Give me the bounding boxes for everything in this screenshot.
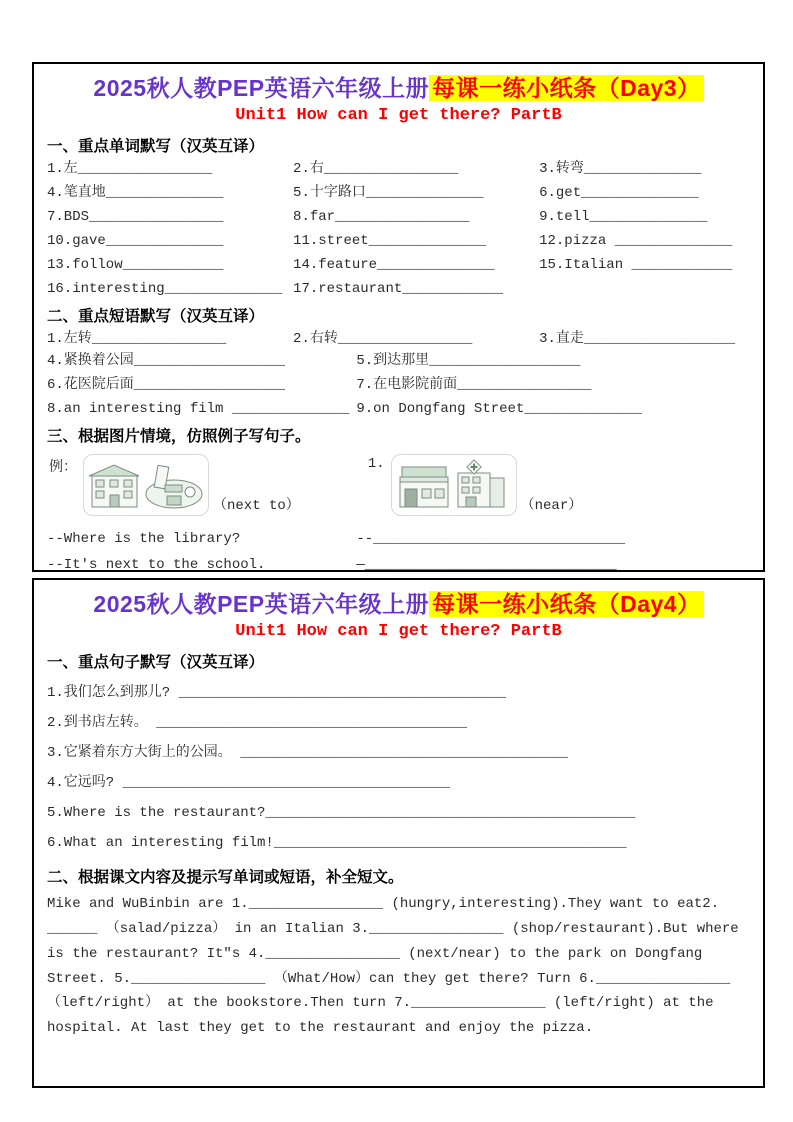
word-blank-item: 7.BDS________________ — [47, 208, 224, 225]
qa-example-line: --It's next to the school. — [47, 556, 266, 573]
day4-sentence-list — [47, 685, 750, 852]
word-blank-item: 14.feature______________ — [293, 256, 495, 273]
qa-left-column — [47, 526, 356, 578]
item1-caption: （near） — [520, 497, 583, 514]
sentence-blank-item: 6.What an interesting film!__________________________________________ — [47, 834, 627, 851]
day3-phrase-list-row1 — [47, 331, 750, 347]
sentence-blank-item: 2.到书店左转。 _____________________________________ — [47, 714, 468, 731]
word-blank-item: 13.follow____________ — [47, 256, 224, 273]
phrase-blank-item: 5.到达那里__________________ — [356, 352, 581, 369]
qa-answer-blank: —______________________________ — [356, 556, 617, 573]
library-school-drawing — [88, 459, 204, 511]
word-blank-item: 1.左________________ — [47, 160, 213, 177]
day3-section1-heading: 一、重点单词默写（汉英互译） — [47, 137, 265, 155]
day3-section3-heading: 三、根据图片情境，仿照例子写句子。 — [47, 427, 311, 445]
word-blank-item: 2.右________________ — [293, 160, 459, 177]
item1-label: 1. — [367, 455, 385, 472]
day3-sheet — [32, 62, 765, 572]
library-school-illustration — [83, 454, 209, 516]
example-qa-block — [47, 526, 750, 578]
example-caption: （next to） — [213, 497, 300, 514]
bookstore-hospital-drawing — [396, 459, 512, 511]
word-blank-item: 8.far________________ — [293, 208, 470, 225]
day3-title-prefix: 2025秋人教PEP英语六年级上册 — [93, 75, 430, 101]
sentence-blank-item: 1.我们怎么到那儿? _______________________________________ — [47, 684, 507, 701]
qa-answer-blank: --______________________________ — [356, 530, 626, 547]
day3-subtitle: Unit1 How can I get there? PartB — [235, 105, 562, 125]
sentence-blank-item: 3.它紧着东方大街上的公园。 _______________________________________ — [47, 744, 568, 761]
word-blank-item: 17.restaurant____________ — [293, 280, 504, 297]
phrase-blank-item: 2.右转________________ — [293, 330, 473, 347]
word-blank-item: 16.interesting______________ — [47, 280, 283, 297]
bookstore-hospital-illustration — [391, 454, 517, 516]
day3-phrase-list-rest — [47, 353, 750, 417]
day4-subtitle: Unit1 How can I get there? PartB — [235, 621, 562, 641]
word-blank-item: 15.Italian ____________ — [539, 256, 733, 273]
day4-section1-heading: 一、重点句子默写（汉英互译） — [47, 653, 265, 671]
day3-title — [47, 74, 750, 103]
word-blank-item: 6.get______________ — [539, 184, 699, 201]
word-blank-item: 5.十字路口______________ — [293, 184, 484, 201]
phrase-blank-item: 3.直走__________________ — [539, 330, 736, 347]
sentence-blank-item: 5.Where is the restaurant?____________________________________________ — [47, 804, 636, 821]
word-blank-item: 12.pizza ______________ — [539, 232, 733, 249]
day4-title-highlight: 每课一练小纸条（Day4） — [429, 591, 703, 617]
qa-example-line: --Where is the library? — [47, 530, 241, 547]
picture-prompt-row — [47, 454, 750, 516]
phrase-blank-item: 8.an interesting film ______________ — [47, 400, 350, 417]
phrase-blank-item: 4.紧换着公园__________________ — [47, 352, 286, 369]
cloze-passage: Mike and WuBinbin are 1.________________ (hungry,interesting).They want to eat2. ______ （salad/pizza） in an Italian 3.________________ (shop/restaurant).But where is the restaurant? It"s 4.________________ (next/near) to the park on Dongfang Street. 5.________________ （What/How）can they get there? Turn 6.________________ （left/right） at the bookstore.Then turn 7.________________ (left/right) at the hospital. At last they get to the restaurant and enjoy the pizza. — [47, 895, 739, 1037]
phrase-blank-item: 7.在电影院前面________________ — [356, 376, 592, 393]
phrase-blank-item: 9.on Dongfang Street______________ — [356, 400, 642, 417]
day3-section2-heading: 二、重点短语默写（汉英互译） — [47, 307, 265, 325]
day4-section2-heading: 二、根据课文内容及提示写单词或短语，补全短文。 — [47, 868, 404, 886]
phrase-blank-item: 6.花医院后面__________________ — [47, 376, 286, 393]
word-blank-item: 9.tell______________ — [539, 208, 708, 225]
day4-title — [47, 590, 750, 619]
qa-right-column — [356, 526, 750, 578]
sentence-blank-item: 4.它远吗? _______________________________________ — [47, 774, 451, 791]
word-blank-item: 10.gave______________ — [47, 232, 224, 249]
day4-sheet — [32, 578, 765, 1088]
word-blank-item: 11.street______________ — [293, 232, 487, 249]
phrase-blank-item: 1.左转________________ — [47, 330, 227, 347]
day3-title-highlight: 每课一练小纸条（Day3） — [429, 75, 703, 101]
day4-title-prefix: 2025秋人教PEP英语六年级上册 — [93, 591, 430, 617]
word-blank-item: 4.笔直地______________ — [47, 184, 224, 201]
example-label: 例： — [49, 459, 77, 476]
day3-word-list — [47, 161, 750, 297]
word-blank-item: 3.转弯______________ — [539, 160, 702, 177]
